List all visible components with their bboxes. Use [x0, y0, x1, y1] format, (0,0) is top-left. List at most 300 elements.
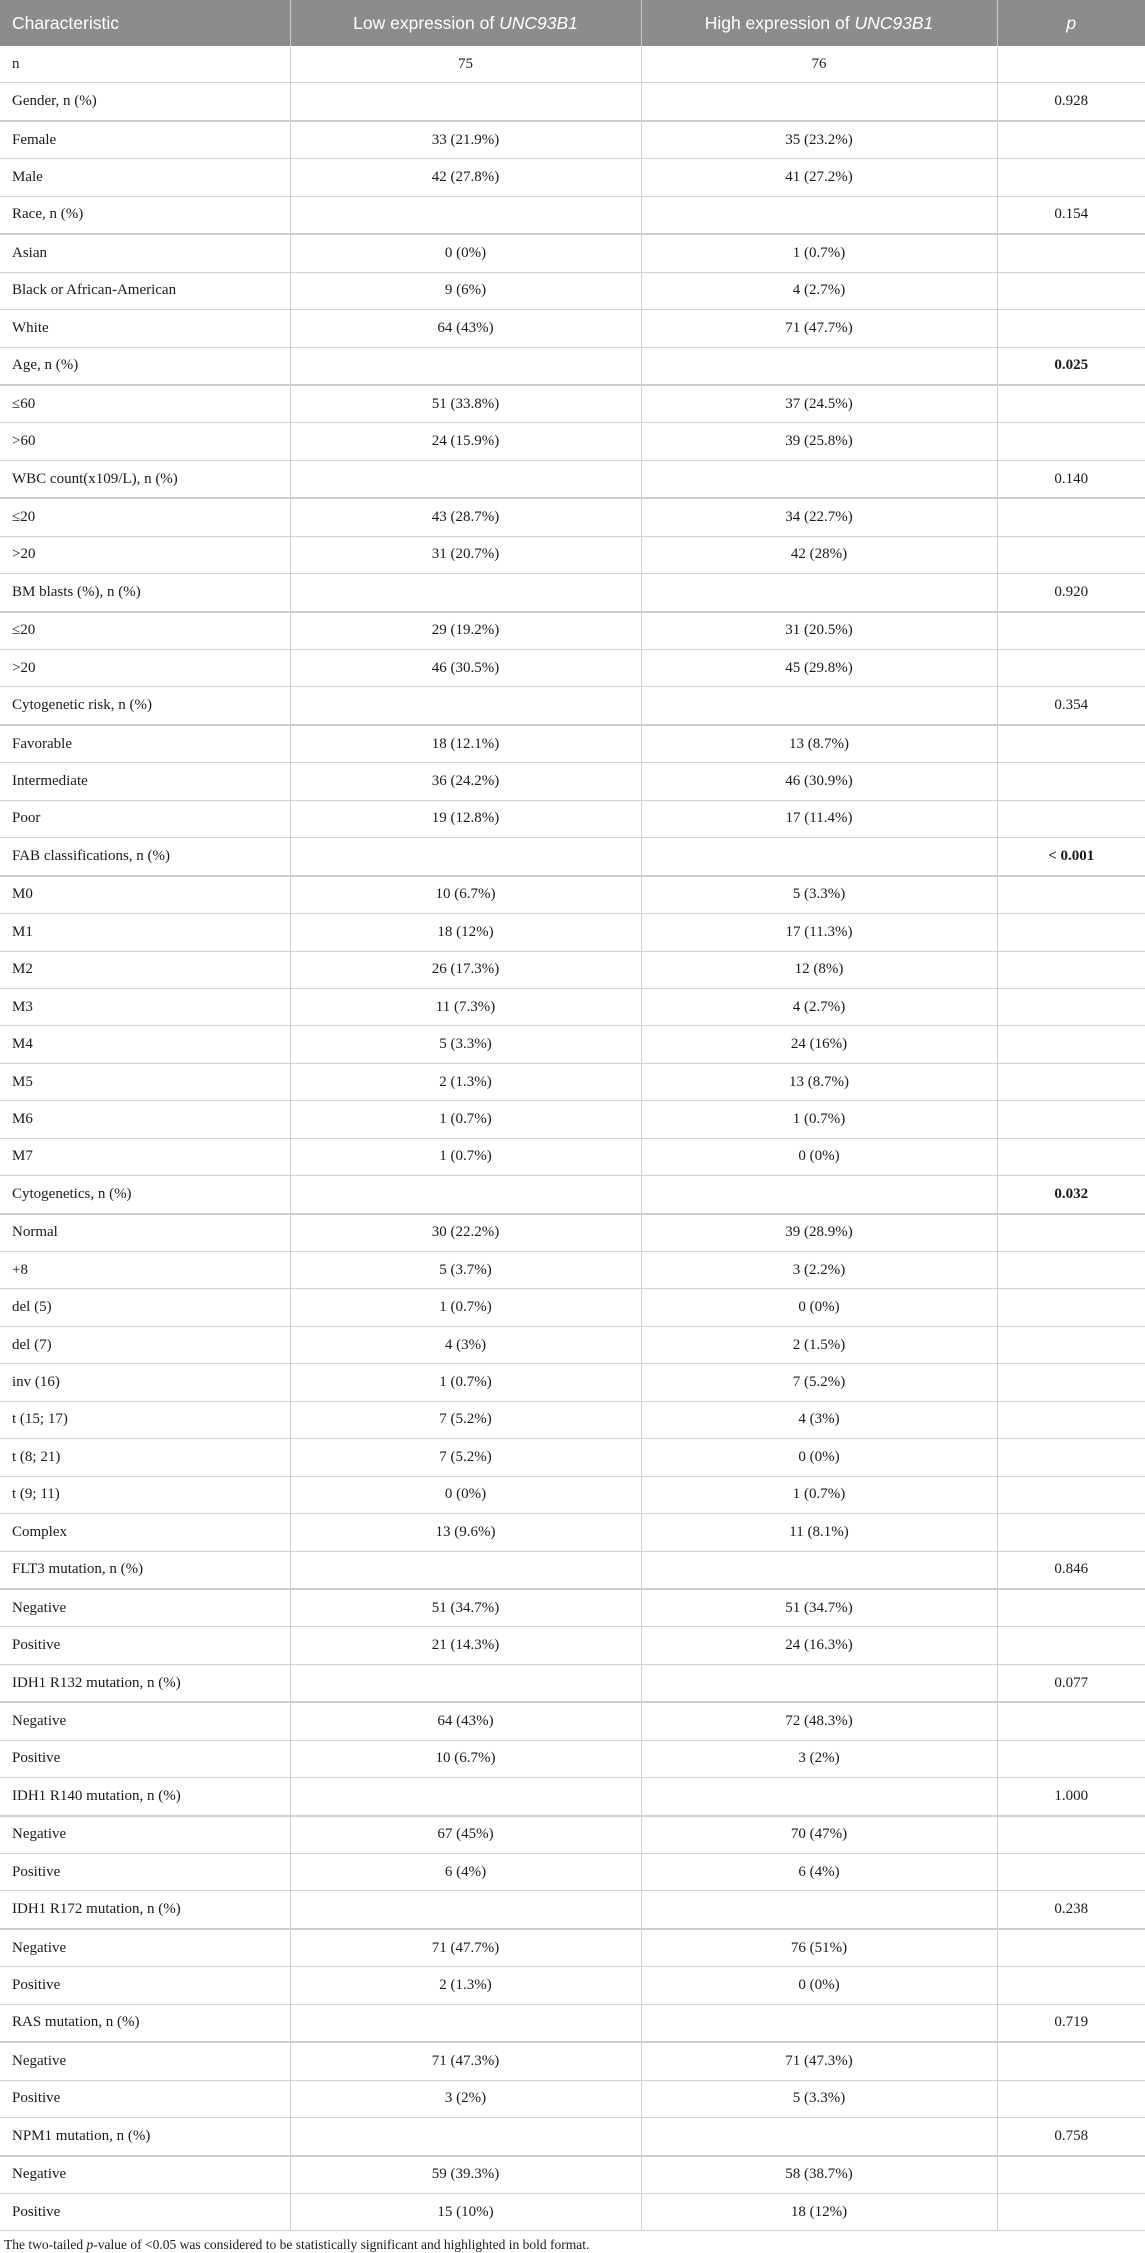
table-row-category [0, 2118, 1145, 2156]
cell-low-expression: 1 (0.7%) [290, 1364, 641, 1401]
table-row [0, 2193, 1145, 2230]
cell-low-expression: 46 (30.5%) [290, 650, 641, 687]
cell-high-expression: 76 (51%) [641, 1929, 997, 1967]
cell-p-value: 0.238 [997, 1891, 1145, 1929]
footnote-italic: p [86, 2237, 94, 2253]
cell-p-value [997, 423, 1145, 460]
table-row [0, 650, 1145, 687]
cell-high-expression: 6 (4%) [641, 1854, 997, 1891]
cell-high-expression: 11 (8.1%) [641, 1514, 997, 1551]
table-row [0, 612, 1145, 650]
cell-high-expression: 17 (11.4%) [641, 800, 997, 837]
cell-low-expression: 31 (20.7%) [290, 536, 641, 573]
cell-low-expression: 29 (19.2%) [290, 612, 641, 650]
cell-low-expression: 75 [290, 46, 641, 83]
table-row [0, 121, 1145, 159]
table-row [0, 234, 1145, 272]
cell-high-expression: 24 (16%) [641, 1026, 997, 1063]
cell-characteristic: t (15; 17) [0, 1401, 290, 1438]
table-row [0, 1252, 1145, 1289]
table-row [0, 1589, 1145, 1627]
cell-characteristic: FAB classifications, n (%) [0, 838, 290, 876]
cell-low-expression: 10 (6.7%) [290, 876, 641, 914]
cell-characteristic: Cytogenetic risk, n (%) [0, 687, 290, 725]
cell-characteristic: Race, n (%) [0, 196, 290, 234]
cell-characteristic: Poor [0, 800, 290, 837]
cell-characteristic: inv (16) [0, 1364, 290, 1401]
cell-characteristic: ≤20 [0, 498, 290, 536]
table-row-category [0, 1176, 1145, 1214]
cell-high-expression: 5 (3.3%) [641, 876, 997, 914]
cell-p-value [997, 650, 1145, 687]
header-high-expression [641, 0, 997, 46]
cell-p-value [997, 1252, 1145, 1289]
cell-high-expression: 0 (0%) [641, 1967, 997, 2004]
table-row [0, 1214, 1145, 1252]
cell-p-value [997, 1967, 1145, 2004]
cell-high-expression: 35 (23.2%) [641, 121, 997, 159]
table-footnote [0, 2231, 1145, 2253]
cell-high-expression: 13 (8.7%) [641, 725, 997, 763]
header-high-gene: UNC93B1 [854, 12, 934, 33]
cell-low-expression [290, 1664, 641, 1702]
cell-p-value [997, 1476, 1145, 1513]
cell-high-expression: 1 (0.7%) [641, 1101, 997, 1138]
cell-characteristic: Asian [0, 234, 290, 272]
cell-p-value [997, 159, 1145, 196]
table-row-category [0, 460, 1145, 498]
cell-high-expression: 7 (5.2%) [641, 1364, 997, 1401]
cell-high-expression: 71 (47.7%) [641, 310, 997, 347]
cell-high-expression: 3 (2.2%) [641, 1252, 997, 1289]
table-row [0, 2080, 1145, 2117]
cell-low-expression [290, 574, 641, 612]
cell-characteristic: Positive [0, 1967, 290, 2004]
cell-p-value [997, 612, 1145, 650]
cell-p-value [997, 1929, 1145, 1967]
cell-p-value [997, 1854, 1145, 1891]
cell-high-expression: 45 (29.8%) [641, 650, 997, 687]
cell-high-expression: 0 (0%) [641, 1289, 997, 1326]
header-p-label: p [1066, 12, 1077, 33]
cell-low-expression: 71 (47.3%) [290, 2042, 641, 2080]
table-row [0, 1627, 1145, 1664]
table-row [0, 1439, 1145, 1476]
table-row [0, 1138, 1145, 1175]
cell-high-expression [641, 574, 997, 612]
table-body [0, 46, 1145, 2231]
cell-characteristic: White [0, 310, 290, 347]
cell-low-expression [290, 1551, 641, 1589]
table-row [0, 1326, 1145, 1363]
header-characteristic: Characteristic [0, 0, 290, 46]
table-row [0, 1364, 1145, 1401]
cell-high-expression: 4 (2.7%) [641, 988, 997, 1025]
table-row [0, 46, 1145, 83]
cell-low-expression: 24 (15.9%) [290, 423, 641, 460]
table-row [0, 1854, 1145, 1891]
cell-characteristic: M1 [0, 914, 290, 951]
cell-p-value [997, 1063, 1145, 1100]
cell-characteristic: Negative [0, 1816, 290, 1854]
cell-high-expression [641, 1176, 997, 1214]
cell-characteristic: Negative [0, 1589, 290, 1627]
header-low-gene: UNC93B1 [499, 12, 578, 33]
cell-high-expression [641, 2004, 997, 2042]
table-row-category [0, 1664, 1145, 1702]
table-row-category [0, 687, 1145, 725]
header-low-prefix: Low expression of [353, 12, 500, 33]
table-row [0, 1476, 1145, 1513]
cell-high-expression: 5 (3.3%) [641, 2080, 997, 2117]
cell-p-value [997, 1364, 1145, 1401]
cell-low-expression: 5 (3.3%) [290, 1026, 641, 1063]
cell-low-expression: 5 (3.7%) [290, 1252, 641, 1289]
cell-low-expression [290, 1891, 641, 1929]
table-row-category [0, 2004, 1145, 2042]
cell-p-value [997, 2193, 1145, 2230]
cell-high-expression [641, 83, 997, 121]
table-row [0, 1929, 1145, 1967]
table-row [0, 1063, 1145, 1100]
cell-low-expression: 71 (47.7%) [290, 1929, 641, 1967]
cell-low-expression [290, 83, 641, 121]
table-row [0, 725, 1145, 763]
cell-low-expression [290, 2118, 641, 2156]
cell-high-expression: 34 (22.7%) [641, 498, 997, 536]
cell-high-expression: 1 (0.7%) [641, 1476, 997, 1513]
cell-high-expression: 58 (38.7%) [641, 2156, 997, 2194]
table-row [0, 876, 1145, 914]
cell-characteristic: Gender, n (%) [0, 83, 290, 121]
table-row [0, 536, 1145, 573]
cell-high-expression: 3 (2%) [641, 1740, 997, 1777]
cell-p-value: 0.032 [997, 1176, 1145, 1214]
cell-characteristic: M4 [0, 1026, 290, 1063]
cell-low-expression [290, 2004, 641, 2042]
cell-p-value: 0.758 [997, 2118, 1145, 2156]
cell-characteristic: Negative [0, 2156, 290, 2194]
cell-p-value [997, 1101, 1145, 1138]
table-row [0, 310, 1145, 347]
table-row [0, 763, 1145, 800]
table-row [0, 159, 1145, 196]
cell-p-value [997, 2042, 1145, 2080]
table-row-category [0, 83, 1145, 121]
cell-low-expression [290, 687, 641, 725]
cell-low-expression: 67 (45%) [290, 1816, 641, 1854]
cell-characteristic: Negative [0, 1702, 290, 1740]
cell-characteristic: Normal [0, 1214, 290, 1252]
cell-characteristic: Black or African-American [0, 272, 290, 309]
cell-p-value: 0.154 [997, 196, 1145, 234]
cell-characteristic: Age, n (%) [0, 347, 290, 385]
cell-p-value [997, 536, 1145, 573]
cell-p-value [997, 1627, 1145, 1664]
cell-p-value: 0.920 [997, 574, 1145, 612]
cell-p-value: 0.928 [997, 83, 1145, 121]
cell-characteristic: Negative [0, 1929, 290, 1967]
cell-high-expression [641, 1891, 997, 1929]
cell-high-expression: 39 (28.9%) [641, 1214, 997, 1252]
cell-low-expression: 64 (43%) [290, 1702, 641, 1740]
cell-high-expression: 39 (25.8%) [641, 423, 997, 460]
cell-high-expression: 71 (47.3%) [641, 2042, 997, 2080]
cell-characteristic: Female [0, 121, 290, 159]
cell-low-expression: 30 (22.2%) [290, 1214, 641, 1252]
cell-characteristic: FLT3 mutation, n (%) [0, 1551, 290, 1589]
cell-high-expression: 0 (0%) [641, 1138, 997, 1175]
table-row-category [0, 1778, 1145, 1816]
cell-low-expression: 64 (43%) [290, 310, 641, 347]
table-row [0, 498, 1145, 536]
cell-low-expression: 7 (5.2%) [290, 1439, 641, 1476]
cell-characteristic: Cytogenetics, n (%) [0, 1176, 290, 1214]
table-row [0, 1026, 1145, 1063]
cell-high-expression: 12 (8%) [641, 951, 997, 988]
cell-p-value [997, 2080, 1145, 2117]
cell-characteristic: IDH1 R172 mutation, n (%) [0, 1891, 290, 1929]
table-row-category [0, 347, 1145, 385]
table-row-category [0, 574, 1145, 612]
cell-p-value [997, 272, 1145, 309]
cell-high-expression [641, 2118, 997, 2156]
cell-high-expression [641, 1551, 997, 1589]
cell-low-expression: 43 (28.7%) [290, 498, 641, 536]
cell-low-expression: 21 (14.3%) [290, 1627, 641, 1664]
cell-high-expression: 17 (11.3%) [641, 914, 997, 951]
footnote-pre: The two-tailed [4, 2237, 87, 2253]
cell-low-expression: 15 (10%) [290, 2193, 641, 2230]
cell-p-value [997, 1514, 1145, 1551]
cell-p-value [997, 951, 1145, 988]
cell-low-expression: 51 (33.8%) [290, 385, 641, 423]
cell-low-expression [290, 196, 641, 234]
cell-p-value [997, 1026, 1145, 1063]
cell-characteristic: ≤20 [0, 612, 290, 650]
cell-high-expression: 18 (12%) [641, 2193, 997, 2230]
cell-characteristic: ≤60 [0, 385, 290, 423]
cell-p-value: 0.354 [997, 687, 1145, 725]
cell-low-expression: 42 (27.8%) [290, 159, 641, 196]
cell-p-value [997, 725, 1145, 763]
cell-p-value: 0.077 [997, 1664, 1145, 1702]
cell-high-expression: 70 (47%) [641, 1816, 997, 1854]
cell-p-value [997, 1138, 1145, 1175]
table-row [0, 1101, 1145, 1138]
cell-p-value [997, 310, 1145, 347]
cell-characteristic: +8 [0, 1252, 290, 1289]
cell-p-value [997, 763, 1145, 800]
cell-characteristic: M5 [0, 1063, 290, 1100]
cell-high-expression: 2 (1.5%) [641, 1326, 997, 1363]
cell-low-expression: 10 (6.7%) [290, 1740, 641, 1777]
cell-characteristic: IDH1 R140 mutation, n (%) [0, 1778, 290, 1816]
cell-low-expression: 3 (2%) [290, 2080, 641, 2117]
cell-low-expression: 1 (0.7%) [290, 1289, 641, 1326]
cell-p-value [997, 914, 1145, 951]
cell-high-expression: 42 (28%) [641, 536, 997, 573]
cell-low-expression: 7 (5.2%) [290, 1401, 641, 1438]
footnote-post: -value of <0.05 was considered to be statistically significant and highlighted in bold format. [93, 2237, 590, 2253]
cell-low-expression: 1 (0.7%) [290, 1101, 641, 1138]
table-row [0, 1740, 1145, 1777]
cell-p-value [997, 2156, 1145, 2194]
cell-low-expression: 19 (12.8%) [290, 800, 641, 837]
cell-p-value [997, 46, 1145, 83]
cell-characteristic: Positive [0, 2080, 290, 2117]
cell-p-value: 0.846 [997, 1551, 1145, 1589]
cell-low-expression: 4 (3%) [290, 1326, 641, 1363]
cell-characteristic: M7 [0, 1138, 290, 1175]
cell-high-expression: 13 (8.7%) [641, 1063, 997, 1100]
cell-characteristic: >20 [0, 536, 290, 573]
table-row [0, 272, 1145, 309]
cell-low-expression: 9 (6%) [290, 272, 641, 309]
cell-p-value [997, 1214, 1145, 1252]
table-row [0, 423, 1145, 460]
cell-high-expression: 4 (3%) [641, 1401, 997, 1438]
cell-p-value [997, 1289, 1145, 1326]
cell-characteristic: Favorable [0, 725, 290, 763]
cell-high-expression: 4 (2.7%) [641, 272, 997, 309]
cell-low-expression: 0 (0%) [290, 234, 641, 272]
cell-p-value [997, 1401, 1145, 1438]
cell-p-value [997, 988, 1145, 1025]
table-header [0, 0, 1145, 46]
cell-p-value [997, 385, 1145, 423]
table-row [0, 988, 1145, 1025]
table-row [0, 2042, 1145, 2080]
cell-characteristic: WBC count(x109/L), n (%) [0, 460, 290, 498]
cell-characteristic: M3 [0, 988, 290, 1025]
cell-characteristic: Male [0, 159, 290, 196]
cell-high-expression: 24 (16.3%) [641, 1627, 997, 1664]
cell-p-value: 1.000 [997, 1778, 1145, 1816]
cell-characteristic: Negative [0, 2042, 290, 2080]
cell-p-value: 0.719 [997, 2004, 1145, 2042]
cell-low-expression: 1 (0.7%) [290, 1138, 641, 1175]
cell-characteristic: >20 [0, 650, 290, 687]
cell-p-value [997, 800, 1145, 837]
cell-low-expression [290, 460, 641, 498]
cell-characteristic: Complex [0, 1514, 290, 1551]
table-row [0, 1702, 1145, 1740]
cell-low-expression: 2 (1.3%) [290, 1063, 641, 1100]
cell-low-expression: 51 (34.7%) [290, 1589, 641, 1627]
cell-characteristic: del (7) [0, 1326, 290, 1363]
cell-p-value: 0.025 [997, 347, 1145, 385]
cell-high-expression: 51 (34.7%) [641, 1589, 997, 1627]
cell-p-value [997, 1326, 1145, 1363]
cell-characteristic: Positive [0, 1740, 290, 1777]
cell-high-expression: 76 [641, 46, 997, 83]
cell-high-expression [641, 347, 997, 385]
cell-characteristic: Positive [0, 1854, 290, 1891]
cell-low-expression: 18 (12.1%) [290, 725, 641, 763]
cell-low-expression [290, 1176, 641, 1214]
cell-p-value [997, 1740, 1145, 1777]
cell-characteristic: Positive [0, 1627, 290, 1664]
cell-low-expression: 13 (9.6%) [290, 1514, 641, 1551]
cell-characteristic: t (8; 21) [0, 1439, 290, 1476]
cell-characteristic: IDH1 R132 mutation, n (%) [0, 1664, 290, 1702]
cell-high-expression [641, 460, 997, 498]
cell-p-value [997, 876, 1145, 914]
cell-characteristic: RAS mutation, n (%) [0, 2004, 290, 2042]
cell-characteristic: t (9; 11) [0, 1476, 290, 1513]
cell-high-expression [641, 1664, 997, 1702]
cell-high-expression: 46 (30.9%) [641, 763, 997, 800]
cell-high-expression: 1 (0.7%) [641, 234, 997, 272]
cell-p-value [997, 498, 1145, 536]
cell-p-value [997, 1816, 1145, 1854]
cell-p-value [997, 1702, 1145, 1740]
cell-characteristic: M2 [0, 951, 290, 988]
cell-characteristic: >60 [0, 423, 290, 460]
cell-p-value: 0.140 [997, 460, 1145, 498]
cell-high-expression [641, 196, 997, 234]
cell-high-expression [641, 687, 997, 725]
cell-low-expression: 18 (12%) [290, 914, 641, 951]
cell-characteristic: M0 [0, 876, 290, 914]
cell-high-expression: 37 (24.5%) [641, 385, 997, 423]
cell-high-expression [641, 1778, 997, 1816]
cell-low-expression: 33 (21.9%) [290, 121, 641, 159]
table-row [0, 800, 1145, 837]
table-row [0, 914, 1145, 951]
cell-low-expression [290, 1778, 641, 1816]
table-row-category [0, 1551, 1145, 1589]
cell-characteristic: Positive [0, 2193, 290, 2230]
cell-low-expression: 59 (39.3%) [290, 2156, 641, 2194]
cell-low-expression: 6 (4%) [290, 1854, 641, 1891]
cell-p-value [997, 1589, 1145, 1627]
table-row-category [0, 1891, 1145, 1929]
cell-low-expression [290, 838, 641, 876]
cell-characteristic: M6 [0, 1101, 290, 1138]
cell-characteristic: n [0, 46, 290, 83]
header-low-expression [290, 0, 641, 46]
header-p-value [997, 0, 1145, 46]
cell-p-value [997, 121, 1145, 159]
table-row [0, 2156, 1145, 2194]
cell-low-expression [290, 347, 641, 385]
table-row [0, 1967, 1145, 2004]
table-row-category [0, 196, 1145, 234]
cell-high-expression: 31 (20.5%) [641, 612, 997, 650]
cell-low-expression: 26 (17.3%) [290, 951, 641, 988]
table-row [0, 1289, 1145, 1326]
cell-p-value [997, 1439, 1145, 1476]
cell-p-value [997, 234, 1145, 272]
cell-high-expression [641, 838, 997, 876]
cell-characteristic: Intermediate [0, 763, 290, 800]
table-row-category [0, 838, 1145, 876]
cell-characteristic: del (5) [0, 1289, 290, 1326]
table-row [0, 1816, 1145, 1854]
cell-p-value: < 0.001 [997, 838, 1145, 876]
cell-low-expression: 36 (24.2%) [290, 763, 641, 800]
header-high-prefix: High expression of [704, 12, 855, 33]
table-row [0, 951, 1145, 988]
cell-characteristic: NPM1 mutation, n (%) [0, 2118, 290, 2156]
cell-low-expression: 0 (0%) [290, 1476, 641, 1513]
cell-high-expression: 41 (27.2%) [641, 159, 997, 196]
cell-characteristic: BM blasts (%), n (%) [0, 574, 290, 612]
table-row [0, 1514, 1145, 1551]
cell-low-expression: 11 (7.3%) [290, 988, 641, 1025]
